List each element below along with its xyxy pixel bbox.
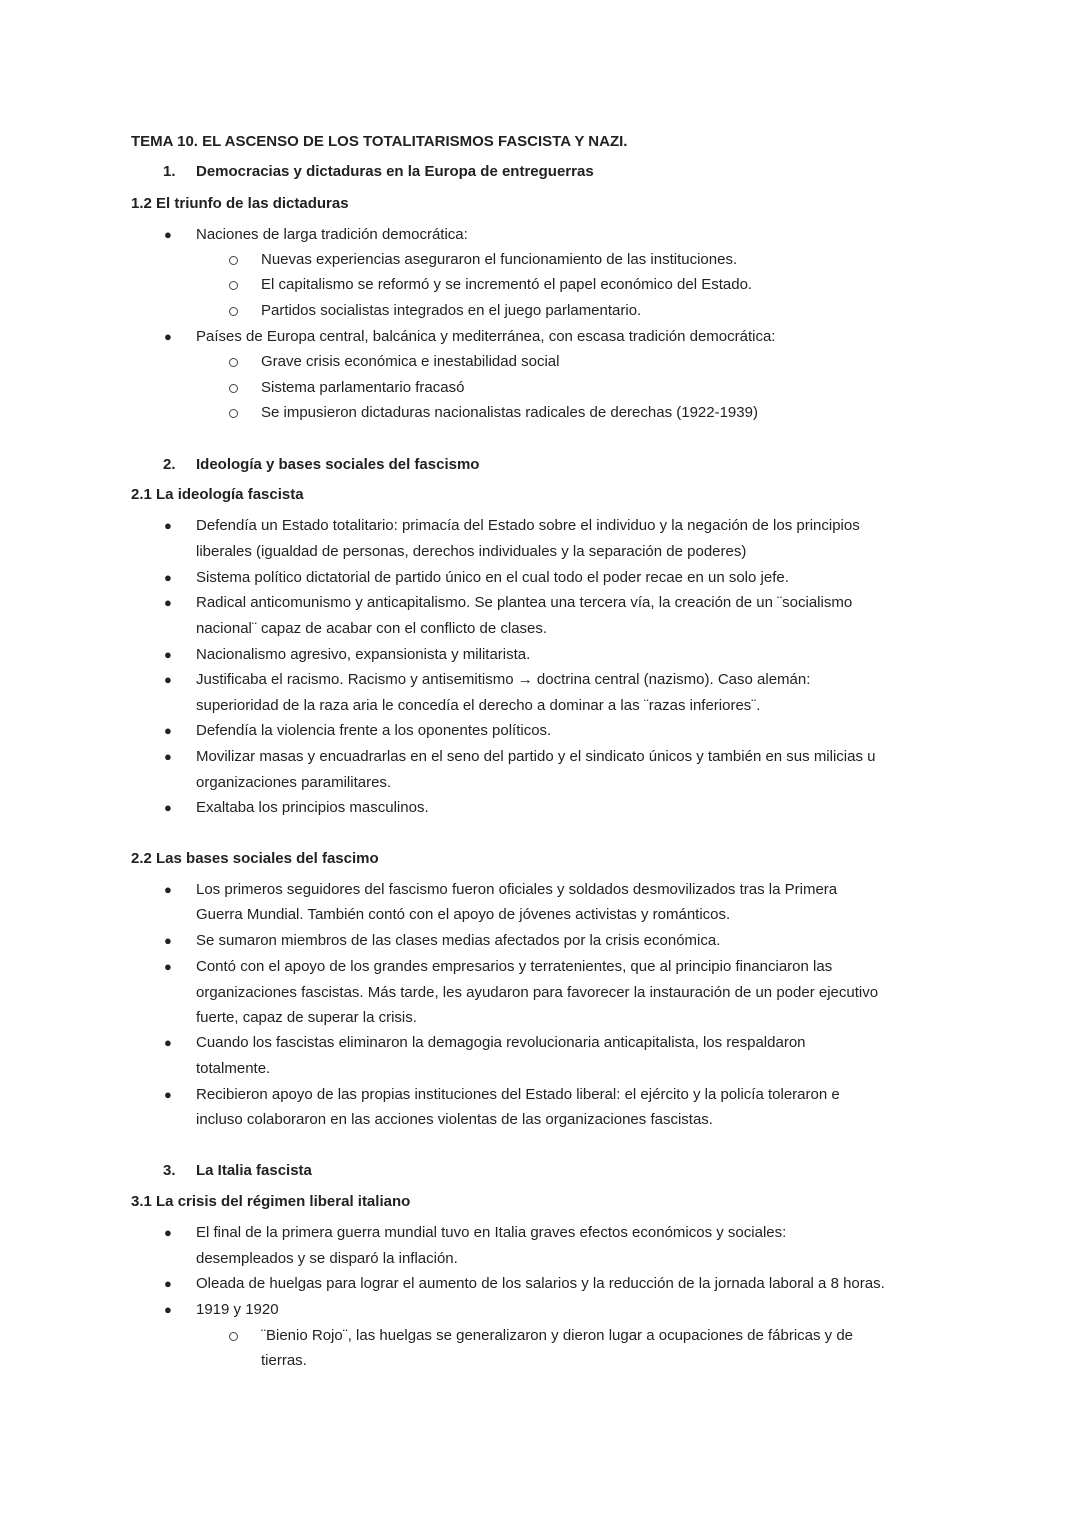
list-item: Movilizar masas y encuadrarlas en el seno del partido y el sindicato únicos y también en sus milicias u <box>196 748 876 765</box>
list-item-continuation: fuerte, capaz de superar la crisis. <box>196 1009 417 1026</box>
section-number: 1. <box>163 163 176 180</box>
subsection-heading: 2.1 La ideología fascista <box>131 486 304 503</box>
list-item: Oleada de huelgas para lograr el aumento de los salarios y la reducción de la jornada laboral a 8 horas. <box>196 1275 885 1292</box>
list-item: Grave crisis económica e inestabilidad social <box>261 353 560 370</box>
bullet-icon: ● <box>164 518 172 533</box>
list-item-continuation: incluso colaboraron en las acciones violentas de las organizaciones fascistas. <box>196 1111 713 1128</box>
list-item: ¨Bienio Rojo¨, las huelgas se generalizaron y dieron lugar a ocupaciones de fábricas y de <box>261 1327 854 1344</box>
bullet-icon: ● <box>164 570 172 585</box>
section-heading: La Italia fascista <box>196 1162 312 1179</box>
subsection-heading: 2.2 Las bases sociales del fascimo <box>131 850 379 867</box>
list-item: El capitalismo se reformó y se incrementó el papel económico del Estado. <box>261 276 753 293</box>
circle-bullet-icon <box>229 256 238 265</box>
section-heading: Ideología y bases sociales del fascismo <box>196 456 480 473</box>
bullet-icon: ● <box>164 1225 172 1240</box>
list-item-continuation: desempleados y se disparó la inflación. <box>196 1250 458 1267</box>
list-item-continuation: liberales (igualdad de personas, derechos individuales y la separación de poderes) <box>196 543 747 560</box>
list-item-continuation: organizaciones fascistas. Más tarde, les ayudaron para favorecer la instauración de un poder ejecutivo <box>196 984 879 1001</box>
list-item-continuation: nacional¨ capaz de acabar con el conflicto de clases. <box>196 620 548 637</box>
list-item-continuation: tierras. <box>261 1352 307 1369</box>
bullet-icon: ● <box>164 1276 172 1291</box>
circle-bullet-icon <box>229 1332 238 1341</box>
circle-bullet-icon <box>229 358 238 367</box>
bullet-icon: ● <box>164 595 172 610</box>
list-item: Se sumaron miembros de las clases medias afectados por la crisis económica. <box>196 932 721 949</box>
list-item: Países de Europa central, balcánica y mediterránea, con escasa tradición democrática: <box>196 328 776 345</box>
circle-bullet-icon <box>229 409 238 418</box>
bullet-icon: ● <box>164 329 172 344</box>
list-item: Sistema político dictatorial de partido único en el cual todo el poder recae en un solo jefe. <box>196 569 789 586</box>
list-item: Se impusieron dictaduras nacionalistas radicales de derechas (1922-1939) <box>261 404 758 421</box>
list-item: 1919 y 1920 <box>196 1301 279 1318</box>
bullet-icon: ● <box>164 933 172 948</box>
bullet-icon: ● <box>164 800 172 815</box>
section-number: 3. <box>163 1162 176 1179</box>
list-item: Recibieron apoyo de las propias instituciones del Estado liberal: el ejército y la policía toleraron e <box>196 1086 840 1103</box>
list-item-continuation: superioridad de la raza aria le concedía el derecho a dominar a las ¨razas inferiores¨. <box>196 697 761 714</box>
list-item: Justificaba el racismo. Racismo y antisemitismo → doctrina central (nazismo). Caso alemán: <box>196 671 811 688</box>
list-item: El final de la primera guerra mundial tuvo en Italia graves efectos económicos y sociales: <box>196 1224 787 1241</box>
bullet-icon: ● <box>164 723 172 738</box>
list-item: Naciones de larga tradición democrática: <box>196 226 468 243</box>
circle-bullet-icon <box>229 281 238 290</box>
subsection-heading: 1.2 El triunfo de las dictaduras <box>131 195 349 212</box>
list-item: Radical anticomunismo y anticapitalismo. Se plantea una tercera vía, la creación de un ¨socialismo <box>196 594 853 611</box>
bullet-icon: ● <box>164 749 172 764</box>
bullet-icon: ● <box>164 1302 172 1317</box>
list-item-continuation: totalmente. <box>196 1060 271 1077</box>
list-item: Defendía un Estado totalitario: primacía del Estado sobre el individuo y la negación de los principios <box>196 517 860 534</box>
list-item: Cuando los fascistas eliminaron la demagogia revolucionaria anticapitalista, los respaldaron <box>196 1034 806 1051</box>
list-item: Contó con el apoyo de los grandes empresarios y terratenientes, que al principio financiaron las <box>196 958 833 975</box>
section-number: 2. <box>163 456 176 473</box>
bullet-icon: ● <box>164 1087 172 1102</box>
list-item-continuation: Guerra Mundial. También contó con el apoyo de jóvenes activistas y románticos. <box>196 906 731 923</box>
circle-bullet-icon <box>229 384 238 393</box>
document-title: TEMA 10. EL ASCENSO DE LOS TOTALITARISMOS FASCISTA Y NAZI. <box>131 133 628 150</box>
bullet-icon: ● <box>164 647 172 662</box>
list-item: Sistema parlamentario fracasó <box>261 379 465 396</box>
list-item: Los primeros seguidores del fascismo fueron oficiales y soldados desmovilizados tras la Primera <box>196 881 838 898</box>
subsection-heading: 3.1 La crisis del régimen liberal italiano <box>131 1193 411 1210</box>
bullet-icon: ● <box>164 959 172 974</box>
list-item-continuation: organizaciones paramilitares. <box>196 774 392 791</box>
bullet-icon: ● <box>164 227 172 242</box>
list-item: Partidos socialistas integrados en el juego parlamentario. <box>261 302 642 319</box>
bullet-icon: ● <box>164 672 172 687</box>
list-item: Exaltaba los principios masculinos. <box>196 799 429 816</box>
section-heading: Democracias y dictaduras en la Europa de entreguerras <box>196 163 594 180</box>
list-item: Defendía la violencia frente a los oponentes políticos. <box>196 722 552 739</box>
circle-bullet-icon <box>229 307 238 316</box>
bullet-icon: ● <box>164 1035 172 1050</box>
bullet-icon: ● <box>164 882 172 897</box>
list-item: Nacionalismo agresivo, expansionista y militarista. <box>196 646 531 663</box>
list-item: Nuevas experiencias aseguraron el funcionamiento de las instituciones. <box>261 251 738 268</box>
